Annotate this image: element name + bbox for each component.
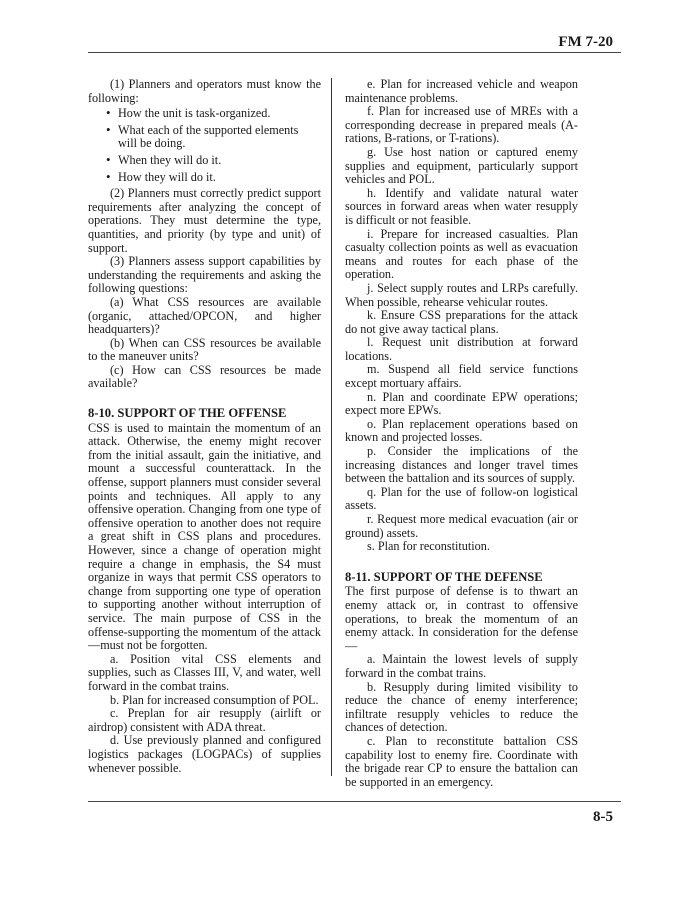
section-heading: 8-10. SUPPORT OF THE OFFENSE — [88, 406, 287, 421]
paragraph: (b) When can CSS resources be available to the maneuver units? — [88, 335, 321, 364]
list-item: • How they will do it. — [118, 171, 321, 185]
paragraph: f. Plan for increased use of MREs with a corresponding decrease in prepared meals (A-rations, B-rations, or T-rations). — [345, 104, 578, 146]
paragraph: r. Request more medical evacuation (air or ground) assets. — [345, 512, 578, 540]
bullet-list — [88, 107, 321, 184]
paragraph: CSS is used to maintain the momentum of an attack. Otherwise, the enemy might recover from the initial assault, gain the initiative, and mount a successful counterattack. In the offense, support planners must consider several points and techniques. All apply to any offensive operation. Changing from one type of offensive operation to another does not require a great shift in CSS plans and procedures. However, since a change of operation might require a change in emphasis, the S4 must organize in ways that permit CSS operators to change from supporting one type of operation to supporting another without interruption of service. The main purpose of CSS in the offense-supporting the momentum of the attack—must not be forgotten. — [88, 420, 321, 653]
paragraph: The first purpose of defense is to thwart an enemy attack or, in contrast to offensive operations, to break the momentum of an enemy attack. In consideration for the defense— — [345, 584, 578, 653]
paragraph: a. Maintain the lowest levels of supply forward in the combat trains. — [345, 652, 578, 680]
paragraph: d. Use previously planned and configured logistics packages (LOGPACs) of supplies whenever possible. — [88, 733, 321, 775]
paragraph: a. Position vital CSS elements and supplies, such as Classes III, V, and water, well forward in the combat trains. — [88, 651, 321, 693]
paragraph: h. Identify and validate natural water sources in forward areas when water resupply is difficult or not feasible. — [345, 185, 578, 227]
paragraph: j. Select supply routes and LRPs carefully. When possible, rehearse vehicular routes. — [345, 280, 578, 309]
left-column — [88, 78, 321, 775]
paragraph: s. Plan for reconstitution. — [367, 539, 490, 554]
right-column — [345, 78, 578, 789]
list-item: • What each of the supported elements will be doing. — [118, 124, 321, 151]
page-number: 8-5 — [593, 809, 613, 825]
manual-id: FM 7-20 — [558, 34, 613, 50]
paragraph: (2) Planners must correctly predict support requirements after analyzing the concept of operations. They must determine the type, quantities, and priority (by type and unit) of support. — [88, 186, 321, 255]
paragraph: m. Suspend all field service functions except mortuary affairs. — [345, 362, 578, 391]
paragraph: n. Plan and coordinate EPW operations; expect more EPWs. — [345, 389, 578, 418]
paragraph: (3) Planners assess support capabilities by understanding the requirements and asking the following questions: — [88, 254, 321, 296]
section-heading: 8-11. SUPPORT OF THE DEFENSE — [345, 569, 543, 584]
footer-rule — [88, 801, 621, 802]
paragraph: g. Use host nation or captured enemy supplies and equipment, particularly support vehicles and POL. — [345, 144, 578, 187]
paragraph: o. Plan replacement operations based on known and projected losses. — [345, 416, 578, 445]
paragraph: (c) How can CSS resources be made available? — [88, 362, 321, 391]
paragraph: b. Plan for increased consumption of POL. — [110, 692, 319, 707]
paragraph: c. Plan to reconstitute battalion CSS capability lost to enemy fire. Coordinate with the brigade rear CP to ensure the battalion can be supported in an emergency. — [345, 733, 578, 789]
paragraph: e. Plan for increased vehicle and weapon maintenance problems. — [345, 77, 578, 105]
paragraph: l. Request unit distribution at forward locations. — [345, 335, 578, 363]
list-item: • When they will do it. — [118, 154, 321, 168]
paragraph: i. Prepare for increased casualties. Plan casualty collection points as well as evacuation means and routes for each phase of the operation. — [345, 226, 578, 282]
column-divider — [331, 78, 332, 776]
header-rule — [88, 52, 621, 53]
paragraph: (a) What CSS resources are available (organic, attached/OPCON, and higher headquarters)? — [88, 294, 321, 337]
paragraph: k. Ensure CSS preparations for the attack do not give away tactical plans. — [345, 308, 578, 336]
paragraph: b. Resupply during limited visibility to reduce the chance of enemy interference; infiltrate resupply vehicles to reduce the chances of detection. — [345, 679, 578, 735]
paragraph: c. Preplan for air resupply (airlift or airdrop) consistent with ADA threat. — [88, 706, 321, 734]
paragraph: q. Plan for the use of follow-on logistical assets. — [345, 484, 578, 513]
paragraph: (1) Planners and operators must know the following: — [88, 77, 321, 105]
list-item: • How the unit is task-organized. — [118, 107, 321, 121]
paragraph: p. Consider the implications of the increasing distances and longer travel times between the battalion and its sources of supply. — [345, 444, 578, 486]
